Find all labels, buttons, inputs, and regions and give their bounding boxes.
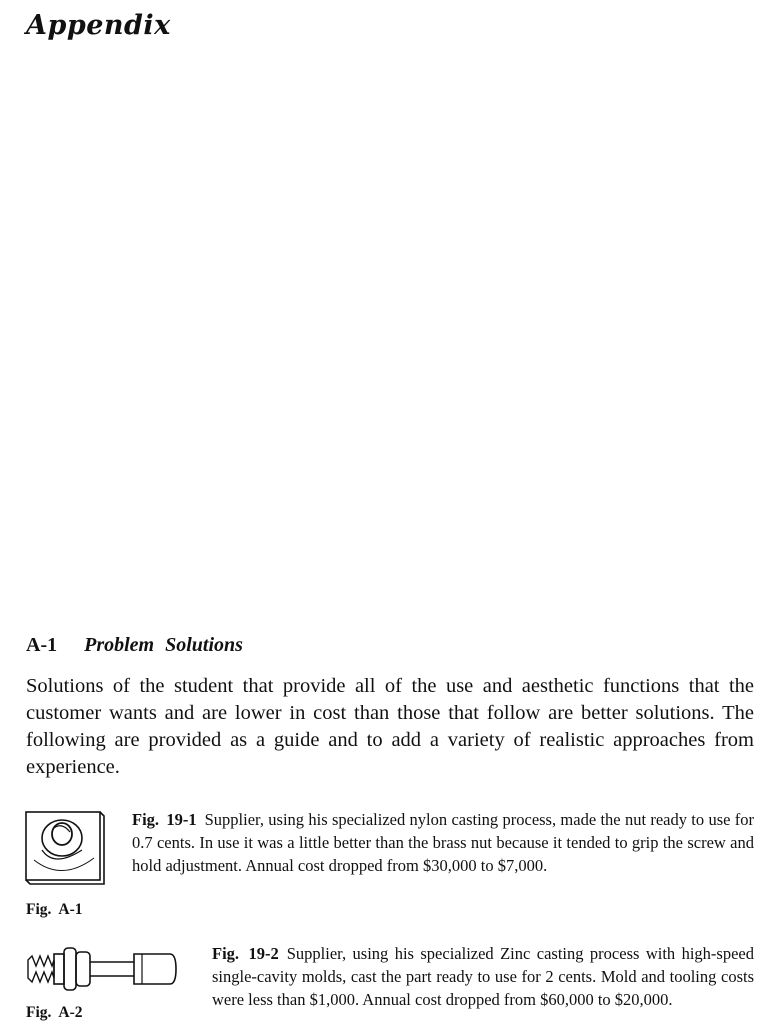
figure-label: Fig. A-2: [26, 1004, 83, 1021]
section-title: Problem Solutions: [84, 634, 243, 656]
figure-caption: [212, 942, 754, 1011]
figure-caption-number: Fig. 19-2: [212, 944, 279, 963]
figure-caption-text: Supplier, using his specialized nylon casting process, made the nut ready to use for 0.7 cents. In use it was a little better than the brass nut because it tended to grip the screw and hold adjustment. Annual cost dropped from $30,000 to $7,000.: [132, 810, 754, 875]
chapter-title: Appendix: [26, 10, 171, 41]
section-intro: Solutions of the student that provide all of the use and aesthetic functions that the customer wants and are lower in cost than those that follow are better solutions. The following are provided as a guide and to add a variety of realistic approaches from experience.: [26, 675, 754, 778]
square-nut-icon: [24, 810, 108, 890]
figure-a-1: [0, 808, 768, 926]
section-heading: [26, 634, 243, 657]
figure-label: Fig. A-1: [26, 901, 83, 918]
figure-caption: [132, 808, 754, 877]
threaded-shaft-icon: [24, 944, 180, 994]
figure-caption-text: Supplier, using his specialized Zinc casting process with high-speed single-cavity molds, cast the part ready to use for 2 cents. Mold and tooling costs were less than $1,000. Annual cost dropped from $60,000 to $20,000.: [212, 944, 754, 1009]
section-number: A-1: [26, 634, 58, 656]
figure-a-2: [0, 942, 768, 1024]
figure-caption-number: Fig. 19-1: [132, 810, 197, 829]
